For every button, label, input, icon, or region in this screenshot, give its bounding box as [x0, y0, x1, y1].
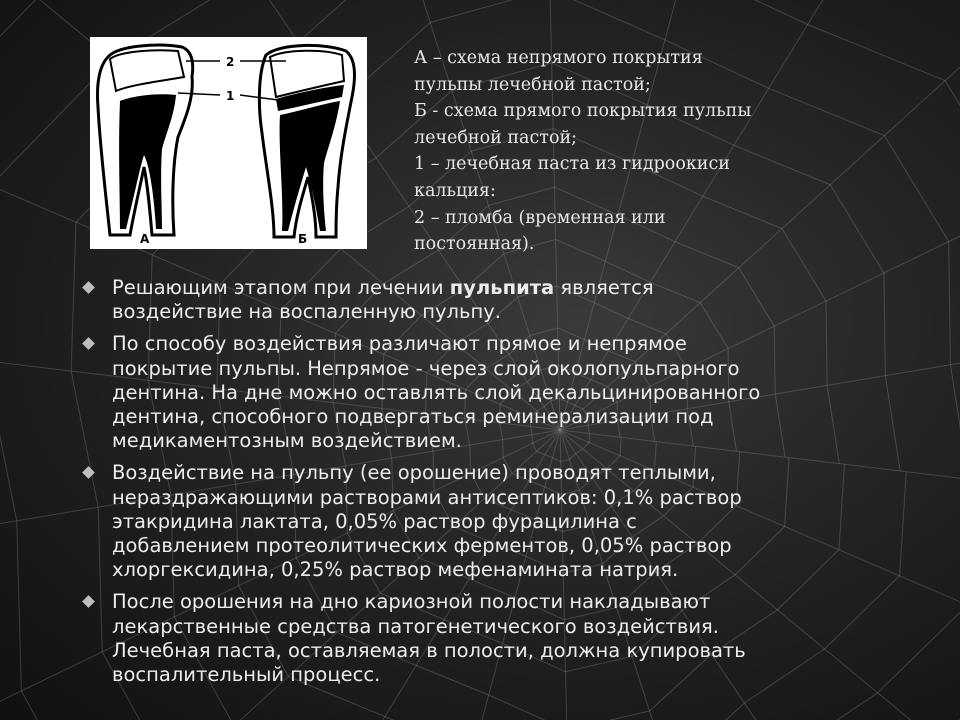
- bullet-line: дентина, способного подвергаться реминерализации под: [112, 405, 714, 429]
- caption-line: лечебной пастой;: [414, 127, 578, 148]
- bullet-text: Решающим этапом при лечении: [112, 276, 450, 299]
- bullet-line: Воздействие на пульпу (ее орошение) проводят теплыми,: [112, 461, 716, 485]
- label-b: Б: [298, 232, 308, 246]
- tooth-illustration: [90, 37, 367, 249]
- bullet-line: воспалительный процесс.: [112, 663, 381, 687]
- bullet-line: хлоргексидина, 0,25% раствор мефенамината натрия.: [112, 558, 679, 582]
- diamond-bullet-icon: [82, 281, 95, 294]
- bullet-line: Лечебная паста, оставляемая в полости, должна купировать: [112, 638, 746, 662]
- bullet-text: является: [554, 276, 654, 299]
- bullet-line: лекарственные средства патогенетического воздействия.: [112, 614, 719, 638]
- caption-line: постоянная).: [414, 234, 535, 255]
- bullet-item-1: [84, 276, 944, 324]
- marker-1: 1: [226, 89, 235, 103]
- bullet-line: [112, 276, 944, 300]
- figure-caption: [414, 45, 774, 258]
- bullet-item-2: [84, 332, 944, 453]
- bullet-line: нераздражающими растворами антисептиков: 0,1% раствор: [112, 485, 742, 509]
- caption-line: пульпы лечебной пастой;: [414, 74, 651, 95]
- label-a: А: [140, 232, 150, 246]
- bullet-list: [84, 276, 944, 695]
- marker-2: 2: [226, 55, 235, 69]
- diamond-bullet-icon: [82, 338, 95, 351]
- diamond-bullet-icon: [82, 596, 95, 609]
- bullet-item-3: [84, 461, 944, 582]
- caption-line: кальция:: [414, 180, 496, 201]
- caption-line: 2 – пломба (временная или: [414, 207, 666, 228]
- bullet-line: После орошения на дно кариозной полости накладывают: [112, 590, 711, 614]
- diamond-bullet-icon: [82, 467, 95, 480]
- caption-line: 1 – лечебная паста из гидроокиси: [414, 154, 730, 175]
- caption-line: А – схема непрямого покрытия: [414, 48, 703, 68]
- bullet-line: дентина. На дне можно оставлять слой декальцинированного: [112, 380, 761, 404]
- bullet-bold-term: пульпита: [449, 276, 555, 299]
- caption-line: Б - схема прямого покрытия пульпы: [414, 101, 752, 122]
- bullet-line: воздействие на воспаленную пульпу.: [112, 300, 501, 324]
- tooth-diagram: [90, 37, 367, 249]
- bullet-line: По способу воздействия различают прямое и непрямое: [112, 332, 687, 356]
- bullet-item-4: [84, 590, 944, 687]
- bullet-line: этакридина лактата, 0,05% раствор фурацилина с: [112, 509, 637, 533]
- bullet-line: покрытие пульпы. Непрямое - через слой околопульпарного: [112, 356, 740, 380]
- bullet-line: добавлением протеолитических ферментов, 0,05% раствор: [112, 534, 732, 558]
- bullet-line: медикаментозным воздействием.: [112, 429, 462, 453]
